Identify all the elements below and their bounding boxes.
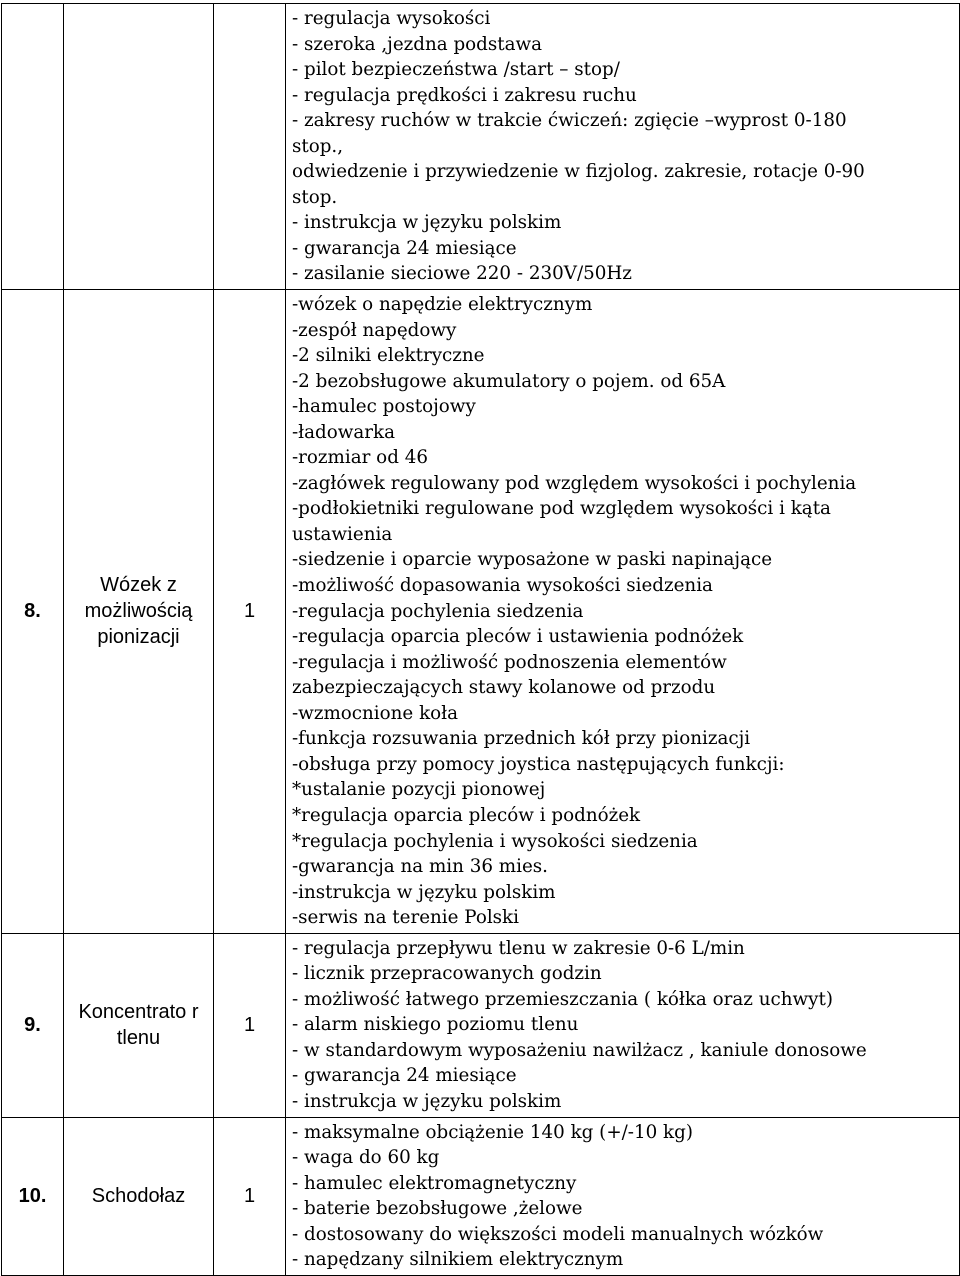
spec-line: -siedzenie i oparcie wyposażone w paski napinające	[292, 549, 773, 571]
spec-line: -2 silniki elektryczne	[292, 345, 485, 367]
spec-line: -ładowarka	[292, 421, 395, 443]
spec-line: -możliwość dopasowania wysokości siedzenia	[292, 575, 713, 597]
spec-line: - regulacja prędkości i zakresu ruchu	[292, 84, 637, 106]
row-number: 8.	[2, 290, 64, 934]
item-quantity: 1	[214, 933, 286, 1117]
item-quantity: 1	[214, 1117, 286, 1275]
item-specification	[286, 290, 960, 934]
spec-line: -hamulec postojowy	[292, 396, 476, 418]
table-row	[2, 933, 960, 1117]
item-name	[64, 4, 214, 290]
table-body	[2, 4, 960, 1276]
spec-line: *regulacja oparcia pleców i podnóżek	[292, 804, 641, 826]
spec-line: - waga do 60 kg	[292, 1147, 440, 1169]
spec-line: - alarm niskiego poziomu tlenu	[292, 1014, 579, 1036]
spec-line: -funkcja rozsuwania przednich kół przy pionizacji	[292, 728, 751, 750]
equipment-table	[1, 3, 960, 1276]
spec-line: -rozmiar od 46	[292, 447, 428, 469]
item-quantity: 1	[214, 290, 286, 934]
spec-line: -wzmocnione koła	[292, 702, 458, 724]
spec-line: - możliwość łatwego przemieszczania ( kółka oraz uchwyt)	[292, 988, 833, 1010]
spec-line: - szeroka ,jezdna podstawa	[292, 33, 543, 55]
spec-line: - regulacja wysokości	[292, 8, 491, 29]
spec-line: -regulacja oparcia pleców i ustawienia podnóżek	[292, 626, 744, 648]
spec-line: - pilot bezpieczeństwa /start – stop/	[292, 59, 620, 81]
table-row	[2, 1117, 960, 1275]
spec-line: -zespół napędowy	[292, 319, 457, 341]
spec-line: *regulacja pochylenia i wysokości siedzenia	[292, 830, 698, 852]
spec-line: zabezpieczających stawy kolanowe od przodu	[292, 677, 716, 699]
spec-line: - zakresy ruchów w trakcie ćwiczeń: zgięcie –wyprost 0-180	[292, 110, 847, 132]
row-number: 9.	[2, 933, 64, 1117]
spec-line: - instrukcja w języku polskim	[292, 212, 562, 234]
spec-line: - maksymalne obciążenie 140 kg (+/-10 kg)	[292, 1121, 693, 1143]
spec-line: -obsługa przy pomocy joystica następujących funkcji:	[292, 753, 785, 775]
row-number	[2, 4, 64, 290]
spec-line: - gwarancja 24 miesiące	[292, 237, 517, 259]
spec-line: stop.,	[292, 135, 344, 157]
spec-line: - regulacja przepływu tlenu w zakresie 0-6 L/min	[292, 937, 745, 959]
spec-line: - zasilanie sieciowe 220 - 230V/50Hz	[292, 263, 632, 285]
spec-line: *ustalanie pozycji pionowej	[292, 779, 546, 801]
item-name: Koncentrato r tlenu	[64, 933, 214, 1117]
spec-line: - napędzany silnikiem elektrycznym	[292, 1249, 624, 1271]
item-name: Schodołaz	[64, 1117, 214, 1275]
spec-line: - dostosowany do większości modeli manualnych wózków	[292, 1223, 824, 1245]
spec-line: - baterie bezobsługowe ,żelowe	[292, 1198, 583, 1220]
item-specification	[286, 933, 960, 1117]
spec-line: - w standardowym wyposażeniu nawilżacz , kaniule donosowe	[292, 1039, 867, 1061]
spec-line: -regulacja i możliwość podnoszenia elementów	[292, 651, 727, 673]
spec-line: stop.	[292, 186, 338, 208]
spec-line: -zagłówek regulowany pod względem wysokości i pochylenia	[292, 472, 857, 494]
spec-line: -2 bezobsługowe akumulatory o pojem. od 65A	[292, 370, 726, 392]
spec-line: -serwis na terenie Polski	[292, 907, 519, 929]
item-quantity	[214, 4, 286, 290]
item-specification	[286, 4, 960, 290]
spec-line: - gwarancja 24 miesiące	[292, 1065, 517, 1087]
spec-line: ustawienia	[292, 523, 393, 545]
row-number: 10.	[2, 1117, 64, 1275]
spec-line: -wózek o napędzie elektrycznym	[292, 294, 593, 316]
spec-line: - hamulec elektromagnetyczny	[292, 1172, 577, 1194]
item-specification	[286, 1117, 960, 1275]
spec-line: - instrukcja w języku polskim	[292, 1090, 562, 1112]
item-name: Wózek z możliwością pionizacji	[64, 290, 214, 934]
table-row	[2, 4, 960, 290]
spec-line: -gwarancja na min 36 mies.	[292, 856, 548, 878]
table-row	[2, 290, 960, 934]
spec-line: -podłokietniki regulowane pod względem wysokości i kąta	[292, 498, 831, 520]
spec-line: -regulacja pochylenia siedzenia	[292, 600, 584, 622]
spec-line: - licznik przepracowanych godzin	[292, 963, 602, 985]
spec-line: -instrukcja w języku polskim	[292, 881, 556, 903]
spec-line: odwiedzenie i przywiedzenie w fizjolog. zakresie, rotacje 0-90	[292, 161, 865, 183]
